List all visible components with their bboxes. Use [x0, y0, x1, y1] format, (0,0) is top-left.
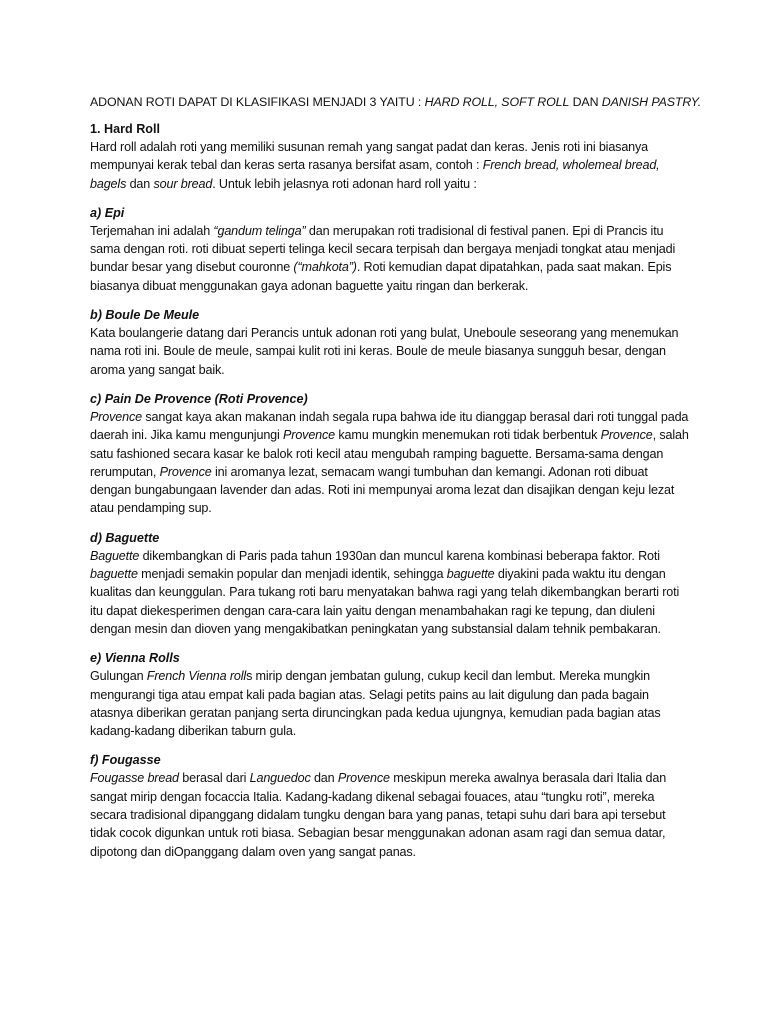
- heading-fougasse: f) Fougasse: [90, 753, 161, 768]
- paragraph-hard-roll: Hard roll adalah roti yang memiliki susunan remah yang sangat padat dan keras. Jenis roti ini biasanya mempunyai kerak tebal dan keras serta rasanya bersifat asam, contoh : French bread, wholemeal bread, bagels dan sour bread. Untuk lebih jelasnya roti adonan hard roll yaitu :: [90, 140, 660, 191]
- paragraph-baguette: Baguette dikembangkan di Paris pada tahun 1930an dan muncul karena kombinasi beberapa faktor. Roti baguette menjadi semakin popular dan menjadi identik, sehingga baguette diyakini pada waktu itu dengan kualitas dan keunggulan. Para tukang roti baru menyatakan bahwa ragi yang telah dikembangkan berarti roti itu dapat diekesperimen dengan cara-cara lain yaitu dengan menambahakan ragi ke tepung, dan diuleni dengan mesin dan dioven yang mengakibatkan peningkatan yang substansial dalam tehnik pembakaran.: [90, 548, 680, 636]
- heading-baguette: d) Baguette: [90, 530, 160, 545]
- heading-pain-de-provence: c) Pain De Provence (Roti Provence): [90, 391, 308, 406]
- paragraph-vienna-rolls: Gulungan French Vienna rolls mirip dengan jembatan gulung, cukup kecil dan lembut. Mereka mungkin mengurangi tiga atau empat kali pada bagian atas. Selagi petits pains au lait digulung dan pada bagain atasnya diberikan geratan panjang serta diruncingkan pada kedua ujungnya, kemudian pada bagian atas kadang-kadang diberikan taburn gula.: [90, 669, 661, 739]
- paragraph-pain-de-provence: Provence sangat kaya akan makanan indah segala rupa bahwa ide itu dianggap berasal dari roti tunggal pada daerah ini. Jika kamu mengunjungi Provence kamu mungkin menemukan roti tidak berbentuk Provence, salah satu fashioned secara kasar ke balok roti kecil atau mengubah ramping baguette. Bersama-sama dengan rerumputan, Provence ini aromanya lezat, semacam wangi tumbuhan dan kemangi. Adonan roti dibuat dengan bungabungaan lavender dan adas. Roti ini mempunyai aroma lezat dan disajikan dengan keju lezat atau pendamping sup.: [90, 409, 689, 516]
- section-heading-hard-roll: 1. Hard Roll: [90, 122, 160, 136]
- heading-epi: a) Epi: [90, 205, 125, 220]
- heading-boule-de-meule: b) Boule De Meule: [90, 308, 200, 323]
- document-body: [90, 94, 702, 861]
- document-title: ADONAN ROTI DAPAT DI KLASIFIKASI MENJADI 3 YAITU : HARD ROLL, SOFT ROLL DAN DANISH PASTRY.: [90, 95, 702, 109]
- paragraph-epi: Terjemahan ini adalah “gandum telinga” dan merupakan roti tradisional di festival panen. Epi di Prancis itu sama dengan roti. roti dibuat seperti telinga kecil secara terpisah dan bergaya menjadi tongkat atau menjadi bundar besar yang disebut couronne (“mahkota”). Roti kemudian dapat dipatahkan, pada saat makan. Epis biasanya dibuat menggunakan gaya adonan baguette yaitu ringan dan berkerak.: [90, 223, 676, 293]
- paragraph-boule-de-meule: Kata boulangerie datang dari Perancis untuk adonan roti yang bulat, Uneboule seseorang yang menemukan nama roti ini. Boule de meule, sampai kulit roti ini keras. Boule de meule biasanya sungguh besar, dengan aroma yang sangat baik.: [90, 326, 679, 377]
- heading-vienna-rolls: e) Vienna Rolls: [90, 651, 180, 666]
- paragraph-fougasse: Fougasse bread berasal dari Languedoc dan Provence meskipun mereka awalnya berasala dari Italia dan sangat mirip dengan focaccia Italia. Kadang-kadang dikenal sebagai fouaces, atau “tungku roti”, mereka secara tradisional dipanggang didalam tungku dengan bara yang panas, tetapi suhu dari bara api tersebut tidak cocok digunkan untuk roti biasa. Sebagian besar menggunakan adonan asam ragi dan semua datar, dipotong dan diOpanggang dalam oven yang sangat panas.: [90, 771, 667, 859]
